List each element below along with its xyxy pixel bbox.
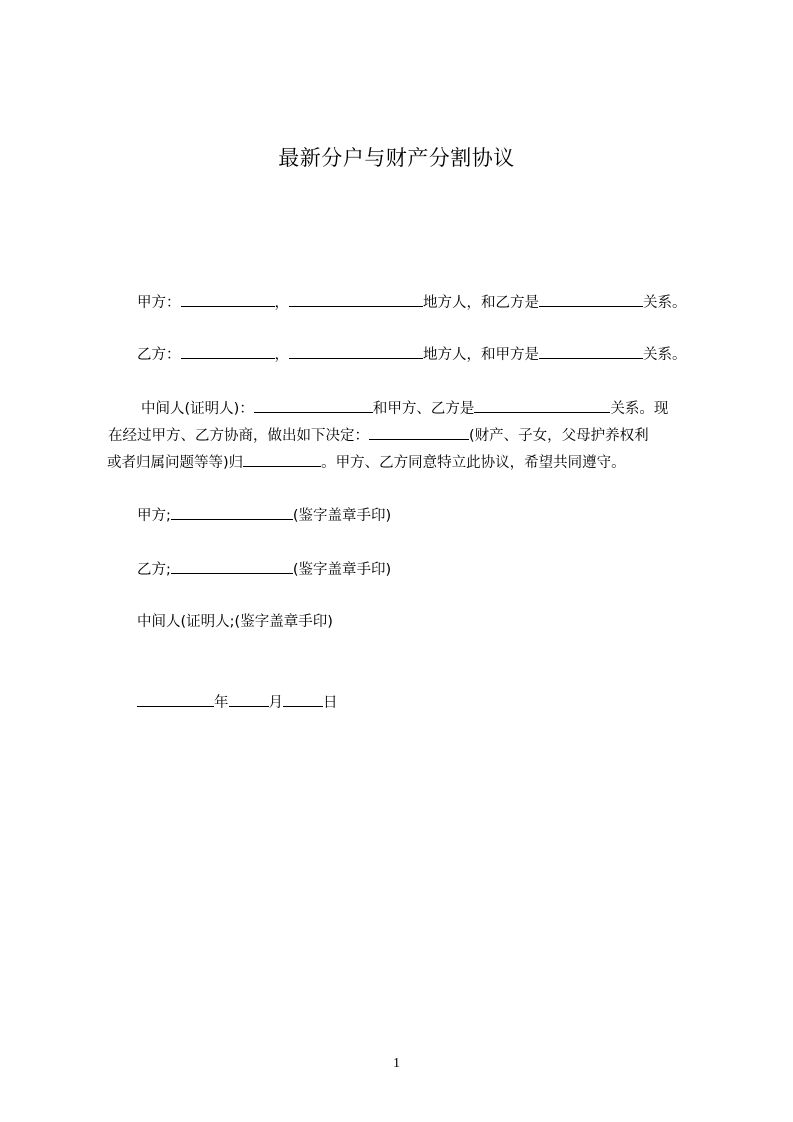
party-a-place-blank[interactable]	[289, 292, 423, 307]
sign-a-line	[137, 505, 391, 526]
sign-b-line	[137, 559, 391, 580]
party-b-relation-blank[interactable]	[539, 344, 643, 359]
month-blank[interactable]	[229, 692, 269, 707]
party-b-place-blank[interactable]	[289, 344, 423, 359]
party-b-text-1: 地方人，和甲方是	[423, 347, 539, 363]
sign-a-note: (鉴字盖章手印)	[292, 508, 392, 524]
middleman-name-blank[interactable]	[254, 398, 373, 413]
party-a-name-blank[interactable]	[181, 292, 275, 307]
party-b-name-blank[interactable]	[181, 344, 275, 359]
sign-a-blank[interactable]	[171, 505, 293, 520]
party-a-line	[137, 292, 687, 313]
sign-b-note: (鉴字盖章手印)	[292, 562, 392, 578]
day-label: 日	[323, 695, 338, 711]
middleman-relation-blank[interactable]	[474, 398, 610, 413]
day-blank[interactable]	[283, 692, 323, 707]
middleman-line-1	[141, 398, 668, 419]
sign-b-label: 乙方;	[137, 562, 171, 578]
year-label: 年	[214, 695, 229, 711]
agreement-text: 。甲方、乙方同意特立此协议，希望共同遵守。	[321, 455, 626, 471]
middleman-text-1: 和甲方、乙方是	[372, 401, 475, 417]
year-blank[interactable]	[137, 692, 214, 707]
party-b-line	[137, 344, 687, 365]
middleman-text-2: 关系。现	[610, 401, 669, 417]
middleman-label: 中间人(证明人)：	[141, 401, 254, 417]
document-title: 最新分户与财产分割协议	[278, 146, 515, 170]
sign-b-blank[interactable]	[171, 559, 293, 574]
decision-scope-text: (财产、子女，父母护养权利	[469, 428, 649, 444]
sign-middleman-line	[137, 612, 333, 632]
party-b-text-2: 关系。	[643, 347, 687, 363]
party-a-relation-blank[interactable]	[539, 292, 643, 307]
sign-middleman-text: 中间人(证明人;(鉴字盖章手印)	[137, 614, 333, 630]
party-b-comma: ，	[274, 347, 289, 363]
party-a-text-1: 地方人，和乙方是	[423, 295, 539, 311]
date-line	[137, 692, 338, 713]
decision-text: 在经过甲方、乙方协商，做出如下决定：	[108, 428, 369, 444]
party-a-label: 甲方：	[137, 295, 181, 311]
month-label: 月	[268, 695, 283, 711]
party-b-label: 乙方：	[137, 347, 181, 363]
middleman-line-3	[107, 452, 626, 473]
middleman-line-2	[108, 425, 712, 446]
sign-a-label: 甲方;	[137, 508, 171, 524]
ownership-blank[interactable]	[243, 452, 321, 467]
page-number: 1	[393, 1056, 400, 1071]
decision-blank[interactable]	[369, 425, 469, 440]
ownership-text: 或者归属问题等等)归	[107, 455, 244, 471]
party-a-text-2: 关系。	[643, 295, 687, 311]
party-a-comma: ，	[274, 295, 289, 311]
